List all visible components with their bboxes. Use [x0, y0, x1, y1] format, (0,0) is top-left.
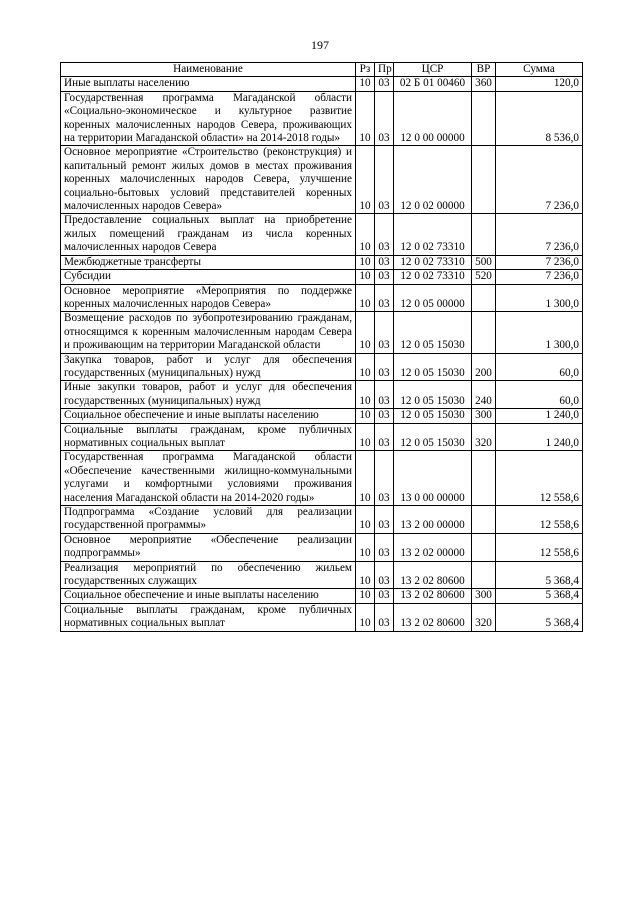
cell-csr: 12 0 05 15030 [394, 312, 472, 353]
cell-vr [472, 91, 496, 146]
cell-name: Основное мероприятие «Обеспечение реализации подпрограммы» [61, 533, 356, 561]
cell-pr: 03 [375, 270, 394, 284]
cell-vr [472, 312, 496, 353]
header-name: Наименование [61, 63, 356, 77]
cell-vr [472, 451, 496, 506]
table-header-row [61, 63, 583, 77]
cell-pr: 03 [375, 214, 394, 255]
cell-rz: 10 [356, 423, 375, 451]
cell-sum: 12 558,6 [496, 451, 583, 506]
cell-csr: 12 0 05 15030 [394, 423, 472, 451]
cell-rz: 10 [356, 451, 375, 506]
cell-name: Иные выплаты населению [61, 77, 356, 91]
budget-table [60, 62, 583, 632]
cell-name: Государственная программа Магаданской области «Социально-экономическое и культурное развитие коренных малочисленных народов Севера, проживающих на территории Магаданской области» на 2014-2018 годы» [61, 91, 356, 146]
cell-pr: 03 [375, 603, 394, 631]
table-row [61, 255, 583, 269]
cell-pr: 03 [375, 451, 394, 506]
cell-pr: 03 [375, 255, 394, 269]
cell-sum: 1 240,0 [496, 423, 583, 451]
cell-csr: 12 0 00 00000 [394, 91, 472, 146]
table-row [61, 506, 583, 534]
cell-vr: 500 [472, 255, 496, 269]
cell-rz: 10 [356, 77, 375, 91]
table-row [61, 214, 583, 255]
cell-sum: 5 368,4 [496, 589, 583, 603]
cell-name: Социальные выплаты гражданам, кроме публичных нормативных социальных выплат [61, 423, 356, 451]
cell-csr: 12 0 02 73310 [394, 255, 472, 269]
cell-pr: 03 [375, 381, 394, 409]
page-number: 197 [311, 38, 329, 52]
table-row [61, 589, 583, 603]
cell-pr: 03 [375, 506, 394, 534]
cell-rz: 10 [356, 91, 375, 146]
cell-rz: 10 [356, 409, 375, 423]
cell-name: Субсидии [61, 270, 356, 284]
cell-rz: 10 [356, 214, 375, 255]
cell-csr: 12 0 05 15030 [394, 409, 472, 423]
cell-sum: 1 300,0 [496, 284, 583, 312]
cell-rz: 10 [356, 589, 375, 603]
cell-name: Основное мероприятие «Строительство (реконструкция) и капитальный ремонт жилых домов в местах проживания коренных малочисленных народов Севера, улучшение социально-бытовых условий представителей коренных малочисленных народов Севера» [61, 146, 356, 214]
cell-sum: 120,0 [496, 77, 583, 91]
cell-pr: 03 [375, 353, 394, 381]
cell-vr: 200 [472, 353, 496, 381]
cell-name: Предоставление социальных выплат на приобретение жилых помещений гражданам из числа коренных малочисленных народов Севера [61, 214, 356, 255]
cell-name: Основное мероприятие «Мероприятия по поддержке коренных малочисленных народов Севера» [61, 284, 356, 312]
cell-pr: 03 [375, 533, 394, 561]
table-row [61, 533, 583, 561]
cell-sum: 60,0 [496, 381, 583, 409]
cell-sum: 12 558,6 [496, 533, 583, 561]
cell-name: Социальное обеспечение и иные выплаты населению [61, 409, 356, 423]
table-row [61, 284, 583, 312]
cell-sum: 8 536,0 [496, 91, 583, 146]
table-row [61, 409, 583, 423]
table-row [61, 423, 583, 451]
cell-rz: 10 [356, 603, 375, 631]
cell-vr: 300 [472, 589, 496, 603]
cell-csr: 13 2 02 80600 [394, 589, 472, 603]
table-body [61, 77, 583, 631]
cell-csr: 13 2 02 80600 [394, 603, 472, 631]
table-row [61, 353, 583, 381]
cell-rz: 10 [356, 146, 375, 214]
cell-rz: 10 [356, 270, 375, 284]
cell-csr: 12 0 02 73310 [394, 214, 472, 255]
cell-pr: 03 [375, 284, 394, 312]
cell-vr: 320 [472, 603, 496, 631]
cell-rz: 10 [356, 255, 375, 269]
header-vr: ВР [472, 63, 496, 77]
cell-vr [472, 214, 496, 255]
cell-rz: 10 [356, 353, 375, 381]
cell-sum: 7 236,0 [496, 146, 583, 214]
cell-sum: 1 300,0 [496, 312, 583, 353]
cell-name: Иные закупки товаров, работ и услуг для обеспечения государственных (муниципальных) нужд [61, 381, 356, 409]
cell-pr: 03 [375, 91, 394, 146]
cell-pr: 03 [375, 589, 394, 603]
cell-vr [472, 146, 496, 214]
cell-vr: 520 [472, 270, 496, 284]
cell-csr: 12 0 05 00000 [394, 284, 472, 312]
table-row [61, 146, 583, 214]
cell-vr [472, 533, 496, 561]
cell-csr: 13 2 02 00000 [394, 533, 472, 561]
header-csr: ЦСР [394, 63, 472, 77]
cell-sum: 7 236,0 [496, 214, 583, 255]
cell-sum: 12 558,6 [496, 506, 583, 534]
cell-name: Реализация мероприятий по обеспечению жильем государственных служащих [61, 561, 356, 589]
cell-sum: 60,0 [496, 353, 583, 381]
header-pr: Пр [375, 63, 394, 77]
cell-pr: 03 [375, 409, 394, 423]
cell-rz: 10 [356, 561, 375, 589]
cell-vr: 240 [472, 381, 496, 409]
cell-rz: 10 [356, 312, 375, 353]
table-row [61, 603, 583, 631]
cell-vr: 320 [472, 423, 496, 451]
table-row [61, 451, 583, 506]
cell-rz: 10 [356, 533, 375, 561]
cell-csr: 12 0 02 00000 [394, 146, 472, 214]
cell-pr: 03 [375, 312, 394, 353]
cell-name: Социальное обеспечение и иные выплаты населению [61, 589, 356, 603]
cell-csr: 13 2 02 80600 [394, 561, 472, 589]
table-row [61, 312, 583, 353]
cell-vr: 300 [472, 409, 496, 423]
cell-vr [472, 561, 496, 589]
cell-name: Закупка товаров, работ и услуг для обеспечения государственных (муниципальных) нужд [61, 353, 356, 381]
cell-sum: 7 236,0 [496, 255, 583, 269]
cell-name: Государственная программа Магаданской области «Обеспечение качественными жилищно-коммунальными услугами и комфортными условиями проживания населения Магаданской области на 2014-2020 годы» [61, 451, 356, 506]
cell-name: Межбюджетные трансферты [61, 255, 356, 269]
table-row [61, 91, 583, 146]
cell-name: Подпрограмма «Создание условий для реализации государственной программы» [61, 506, 356, 534]
cell-pr: 03 [375, 77, 394, 91]
cell-csr: 12 0 05 15030 [394, 381, 472, 409]
cell-pr: 03 [375, 561, 394, 589]
cell-sum: 5 368,4 [496, 603, 583, 631]
cell-vr: 360 [472, 77, 496, 91]
cell-vr [472, 284, 496, 312]
cell-csr: 12 0 05 15030 [394, 353, 472, 381]
cell-rz: 10 [356, 381, 375, 409]
cell-pr: 03 [375, 423, 394, 451]
cell-sum: 5 368,4 [496, 561, 583, 589]
cell-csr: 12 0 02 73310 [394, 270, 472, 284]
cell-csr: 02 Б 01 00460 [394, 77, 472, 91]
cell-name: Возмещение расходов по зубопротезированию гражданам, относящимся к коренным малочисленным народам Севера и проживающим на территории Магаданской области [61, 312, 356, 353]
cell-sum: 7 236,0 [496, 270, 583, 284]
cell-vr [472, 506, 496, 534]
table-row [61, 270, 583, 284]
cell-sum: 1 240,0 [496, 409, 583, 423]
cell-name: Социальные выплаты гражданам, кроме публичных нормативных социальных выплат [61, 603, 356, 631]
table-row [61, 381, 583, 409]
cell-pr: 03 [375, 146, 394, 214]
header-rz: Рз [356, 63, 375, 77]
cell-csr: 13 0 00 00000 [394, 451, 472, 506]
header-sum: Сумма [496, 63, 583, 77]
table-row [61, 561, 583, 589]
cell-rz: 10 [356, 506, 375, 534]
cell-rz: 10 [356, 284, 375, 312]
table-row [61, 77, 583, 91]
cell-csr: 13 2 00 00000 [394, 506, 472, 534]
